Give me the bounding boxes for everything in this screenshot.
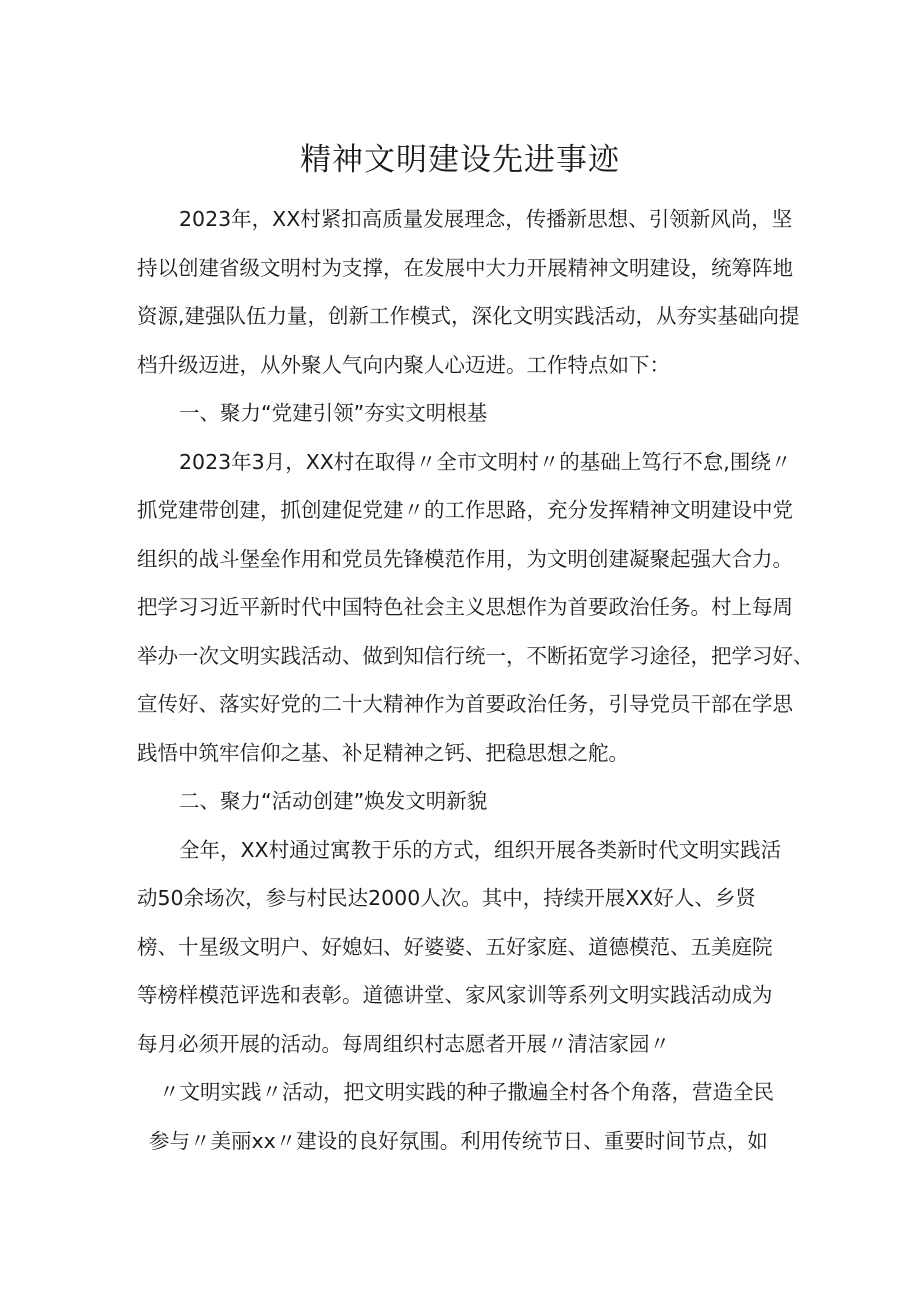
paragraph-3-line-7: 参与〃美丽xx〃建设的良好氛围。利用传统节日、重要时间节点，如 xyxy=(149,1129,768,1153)
paragraph-2-line-6: 宣传好、落实好党的二十大精神作为首要政治任务，引导党员干部在学思 xyxy=(137,692,793,716)
section-heading-2: 二、聚力“活动创建”焕发文明新貌 xyxy=(179,789,488,813)
paragraph-1-line-4: 档升级迈进，从外聚人气向内聚人心迈进。工作特点如下： xyxy=(137,353,670,377)
paragraph-3-line-1: 全年，XX村通过寓教于乐的方式，组织开展各类新时代文明实践活 xyxy=(179,838,782,862)
paragraph-3-line-5: 每月必须开展的活动。每周组织村志愿者开展〃清洁家园〃 xyxy=(137,1032,670,1056)
paragraph-1-line-3: 资源,建强队伍力量，创新工作模式，深化文明实践活动，从夯实基础向提 xyxy=(137,304,800,328)
paragraph-3-line-3: 榜、十星级文明户、好媳妇、好婆婆、五好家庭、道德模范、五美庭院 xyxy=(137,935,773,959)
paragraph-2-line-1: 2023年3月，XX村在取得〃全市文明村〃的基础上笃行不怠,围绕〃 xyxy=(179,450,792,474)
paragraph-2-line-7: 践悟中筑牢信仰之基、补足精神之钙、把稳思想之舵。 xyxy=(137,741,629,765)
paragraph-2-line-3: 组织的战斗堡垒作用和党员先锋模范作用，为文明创建凝聚起强大合力。 xyxy=(137,547,793,571)
section-heading-1: 一、聚力“党建引领”夯实文明根基 xyxy=(179,401,488,425)
paragraph-3-line-6: 〃文明实践〃活动，把文明实践的种子撒遍全村各个角落，营造全民 xyxy=(159,1080,774,1104)
paragraph-2-line-2: 抓党建带创建，抓创建促党建〃的工作思路，充分发挥精神文明建设中党 xyxy=(137,498,793,522)
paragraph-2-line-5: 举办一次文明实践活动、做到知信行统一，不断拓宽学习途径，把学习好、 xyxy=(137,644,814,668)
paragraph-1-line-2: 持以创建省级文明村为支撑，在发展中大力开展精神文明建设，统筹阵地 xyxy=(137,256,793,280)
paragraph-3-line-2: 动50余场次，参与村民达2000人次。其中，持续开展XX好人、乡贤 xyxy=(137,886,756,910)
document-title: 精神文明建设先进事迹 xyxy=(300,142,620,178)
paragraph-2-line-4: 把学习习近平新时代中国特色社会主义思想作为首要政治任务。村上每周 xyxy=(137,595,793,619)
paragraph-3-line-4: 等榜样模范评选和表彰。道德讲堂、家风家训等系列文明实践活动成为 xyxy=(137,983,773,1007)
paragraph-1-line-1: 2023年，XX村紧扣高质量发展理念，传播新思想、引领新风尚，坚 xyxy=(179,207,793,231)
